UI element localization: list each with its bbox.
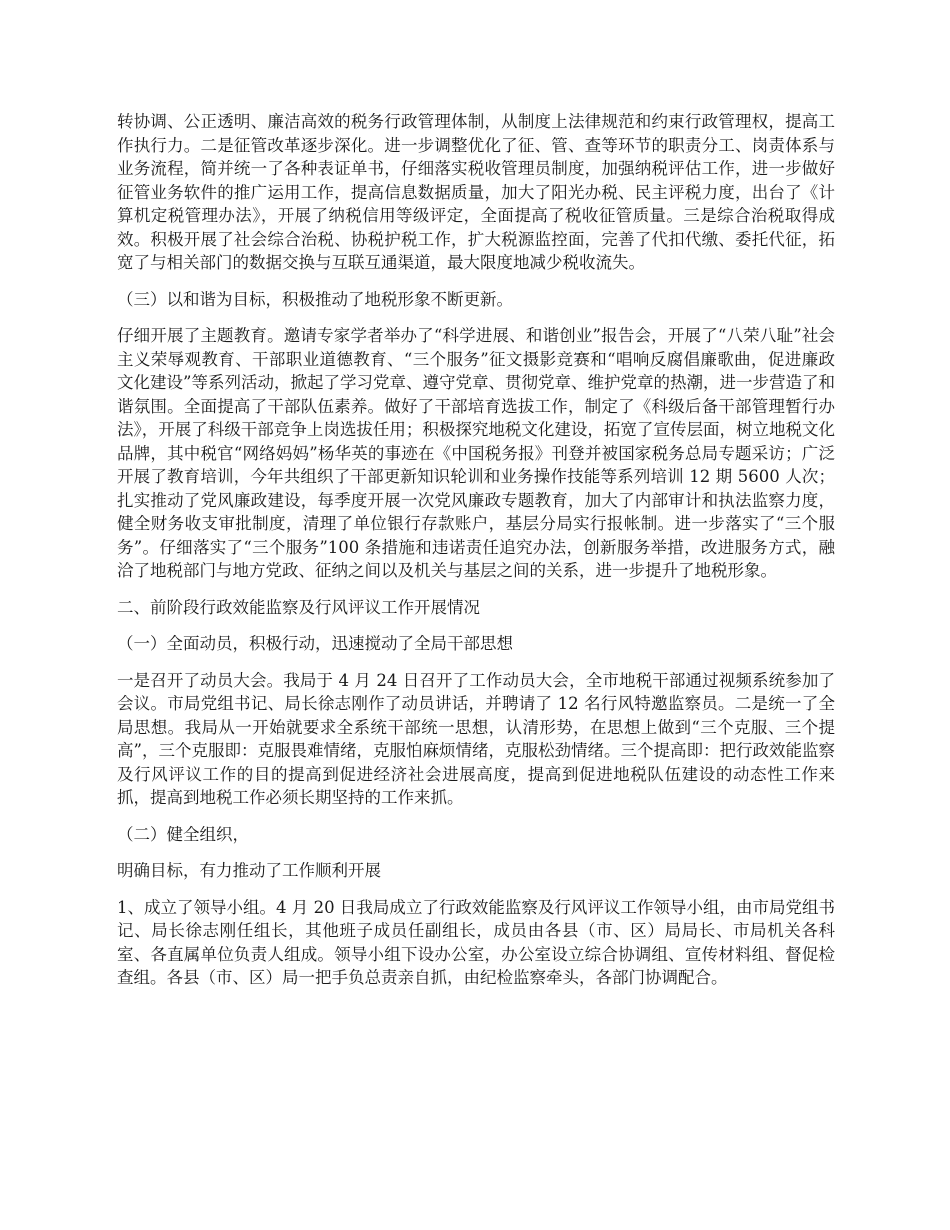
paragraph-leading-group: 1、成立了领导小组。4 月 20 日我局成立了行政效能监察及行风评议工作领导小组，由市局党组书记、局长徐志刚任组长，其他班子成员任副组长，成员由各县（市、区）局局长、市局机关各科室、各直属单位负责人组成。领导小组下设办公室，办公室设立综合协调组、宣传材料组、督促检查组。各县（市、区）局一把手负总责亲自抓，由纪检监察牵头，各部门协调配合。 (117, 897, 835, 987)
section-heading-organization: （二）健全组织， (117, 824, 249, 844)
paragraph-reform-continuation: 转协调、公正透明、廉洁高效的税务行政管理体制，从制度上法律规范和约束行政管理权，提高工作执行力。二是征管改革逐步深化。进一步调整优化了征、管、查等环节的职责分工、岗责体系与业务流程，简并统一了各种表证单书，仔细落实税收管理员制度，加强纳税评估工作，进一步做好征管业务软件的推广运用工作，提高信息数据质量，加大了阳光办税、民主评税力度，出台了《计算机定税管理办法》，开展了纳税信用等级评定，全面提高了税收征管质量。三是综合治税取得成效。积极开展了社会综合治税、协税护税工作，扩大税源监控面，完善了代扣代缴、委托代征，拓宽了与相关部门的数据交换与互联互通渠道，最大限度地减少税收流失。 (117, 112, 835, 272)
paragraph-theme-education: 仔细开展了主题教育。邀请专家学者举办了“科学进展、和谐创业”报告会，开展了“八荣八耻”社会主义荣辱观教育、干部职业道德教育、“三个服务”征文摄影竞赛和“唱响反腐倡廉歌曲，促进廉政文化建设”等系列活动，掀起了学习党章、遵守党章、贯彻党章、维护党章的热潮，进一步营造了和谐氛围。全面提高了干部队伍素养。做好了干部培育选拔工作，制定了《科级后备干部管理暂行办法》，开展了科级干部竞争上岗选拔任用；积极探究地税文化建设，拓宽了宣传层面，树立地税文化品牌，其中税官“网络妈妈”杨华英的事迹在《中国税务报》刊登并被国家税务总局专题采访；广泛开展了教育培训，今年共组织了干部更新知识轮训和业务操作技能等系列培训 12 期 5600 人次；扎实推动了党风廉政建设，每季度开展一次党风廉政专题教育，加大了内部审计和执法监察力度，健全财务收支审批制度，清理了单位银行存款账户，基层分局实行报帐制。进一步落实了“三个服务”。仔细落实了“三个服务”100 条措施和违诺责任追究办法，创新服务举措，改进服务方式，融洽了地税部门与地方党政、征纳之间以及机关与基层之间的关系，进一步提升了地税形象。 (117, 326, 835, 580)
section-heading-mobilization: （一）全面动员，积极行动，迅速搅动了全局干部思想 (117, 634, 513, 653)
paragraph-mobilization-meeting: 一是召开了动员大会。我局于 4 月 24 日召开了工作动员大会，全市地税干部通过视频系统参加了会议。市局党组书记、局长徐志刚作了动员讲话，并聘请了 12 名行风特邀监察员。二是统一了全局思想。我局从一开始就要求全系统干部统一思想，认清形势，在思想上做到“三个克服、三个提高”，三个克服即：克服畏难情绪，克服怕麻烦情绪，克服松劲情绪。三个提高即：把行政效能监察及行风评议工作的目的提高到促进经济社会进展高度，提高到促进地税队伍建设的动态性工作来抓，提高到地税工作必须长期坚持的工作来抓。 (117, 670, 835, 807)
document-body (117, 110, 835, 1003)
section-heading-harmony: （三）以和谐为目标，积极推动了地税形象不断更新。 (117, 289, 513, 309)
paragraph-clear-goals: 明确目标，有力推动了工作顺利开展 (117, 861, 381, 880)
chapter-heading-supervision: 二、前阶段行政效能监察及行风评议工作开展情况 (117, 597, 480, 617)
